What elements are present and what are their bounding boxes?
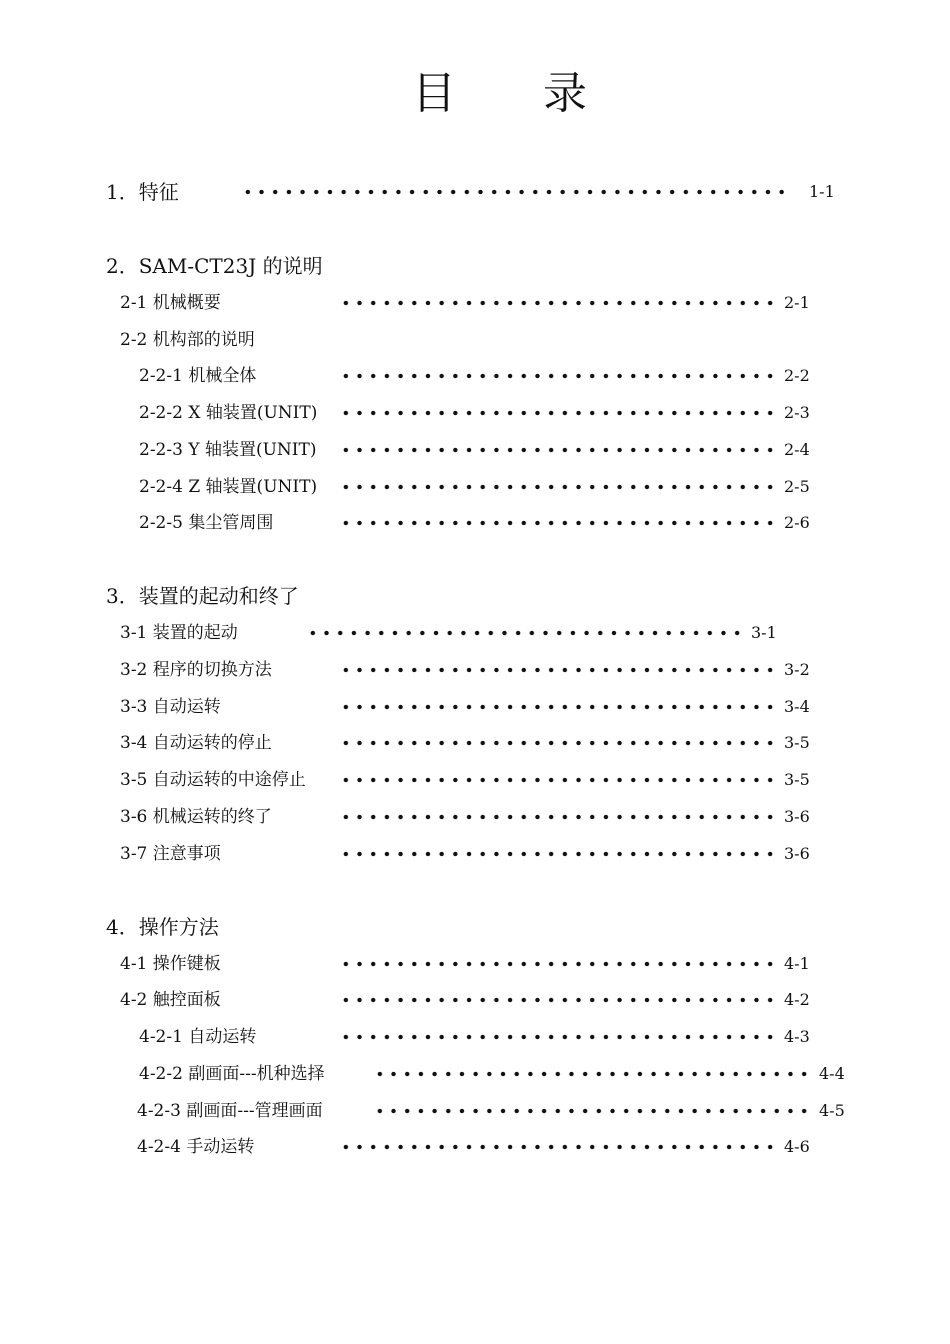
- toc-entry-3-7: [120, 839, 820, 869]
- toc-page: 3-2: [784, 660, 810, 679]
- toc-label: 4-2-2 副画面---机种选择: [139, 1064, 325, 1084]
- toc-subheading-2-2: [120, 325, 520, 355]
- toc-page: 3-6: [784, 844, 810, 863]
- toc-entry-1: [106, 177, 846, 207]
- leader-dots: [339, 703, 779, 711]
- toc-entry-4-2-2: [139, 1059, 859, 1089]
- toc-label: 2-1 机械概要: [120, 293, 221, 313]
- leader-dots: [339, 1143, 779, 1151]
- toc-entry-4-2-1: [139, 1022, 829, 1052]
- toc-page: 2-2: [784, 366, 810, 385]
- toc-label: 2．SAM-CT23J 的说明: [106, 254, 323, 278]
- toc-page: 2-6: [784, 513, 810, 532]
- toc-entry-3-6: [120, 802, 820, 832]
- toc-label: 2-2 机构部的说明: [120, 330, 255, 350]
- toc-label: 3-1 装置的起动: [120, 623, 238, 643]
- toc-label: 3-6 机械运转的终了: [120, 807, 272, 827]
- toc-entry-3-2: [120, 655, 820, 685]
- toc-label: 2-2-5 集尘管周围: [139, 513, 274, 533]
- toc-entry-2-2-3: [139, 435, 829, 465]
- toc-entry-2-2-5: [139, 508, 829, 538]
- toc-entry-3-5: [120, 765, 820, 795]
- toc-page: 2-1: [784, 293, 810, 312]
- toc-entry-4-1: [120, 949, 820, 979]
- toc-label: 3-4 自动运转的停止: [120, 733, 272, 753]
- toc-entry-2-2-1: [139, 361, 829, 391]
- toc-label: 2-2-4 Z 轴装置(UNIT): [139, 477, 318, 497]
- toc-entry-4-2-4: [137, 1132, 827, 1162]
- toc-page: 3-4: [784, 697, 810, 716]
- toc-label: 4-1 操作键板: [120, 954, 221, 974]
- leader-dots: [339, 299, 779, 307]
- toc-page: 3-5: [784, 770, 810, 789]
- toc-page: 4-1: [784, 954, 810, 973]
- toc-page: 4-2: [784, 990, 810, 1009]
- leader-dots: [339, 519, 779, 527]
- toc-page: 1-1: [809, 182, 835, 201]
- toc-label: 3．装置的起动和终了: [106, 584, 299, 608]
- leader-dots: [339, 372, 779, 380]
- toc-label: 3-3 自动运转: [120, 697, 221, 717]
- leader-dots: [339, 960, 779, 968]
- title-char-2: 录: [543, 68, 587, 119]
- leader-dots: [339, 446, 779, 454]
- leader-dots: [339, 850, 779, 858]
- toc-heading-3: [106, 581, 506, 611]
- leader-dots: [339, 666, 779, 674]
- leader-dots: [339, 409, 779, 417]
- leader-dots: [339, 813, 779, 821]
- toc-page: 2-5: [784, 477, 810, 496]
- toc-page: 3-5: [784, 733, 810, 752]
- toc-label: 1．特征: [106, 180, 179, 204]
- toc-page: 4-3: [784, 1027, 810, 1046]
- toc-label: 4-2-4 手动运转: [137, 1137, 255, 1157]
- toc-entry-4-2: [120, 985, 820, 1015]
- toc-page: 2-3: [784, 403, 810, 422]
- toc-entry-3-3: [120, 692, 820, 722]
- toc-label: 3-5 自动运转的中途停止: [120, 770, 306, 790]
- toc-label: 3-2 程序的切换方法: [120, 660, 272, 680]
- toc-entry-3-4: [120, 728, 820, 758]
- toc-label: 2-2-2 X 轴装置(UNIT): [139, 403, 318, 423]
- toc-page: 3-1: [751, 623, 777, 642]
- toc-page: 3-6: [784, 807, 810, 826]
- leader-dots: [339, 776, 779, 784]
- toc-entry-2-2-2: [139, 398, 829, 428]
- leader-dots: [306, 629, 746, 637]
- toc-label: 4-2 触控面板: [120, 990, 221, 1010]
- toc-page: 4-5: [819, 1101, 845, 1120]
- toc-label: 2-2-3 Y 轴装置(UNIT): [139, 440, 317, 460]
- toc-heading-2: [106, 251, 506, 281]
- toc-label: 3-7 注意事项: [120, 844, 221, 864]
- toc-label: 4．操作方法: [106, 915, 219, 939]
- toc-page: 2-4: [784, 440, 810, 459]
- leader-dots: [373, 1107, 813, 1115]
- leader-dots: [339, 483, 779, 491]
- page-title: [0, 64, 950, 124]
- toc-page: 4-4: [819, 1064, 845, 1083]
- toc-label: 4-2-1 自动运转: [139, 1027, 257, 1047]
- leader-dots: [339, 1033, 779, 1041]
- toc-entry-4-2-3: [137, 1096, 857, 1126]
- toc-entry-3-1: [120, 618, 800, 648]
- toc-entry-2-1: [120, 288, 820, 318]
- toc-label: 2-2-1 机械全体: [139, 366, 257, 386]
- leader-dots: [339, 739, 779, 747]
- toc-heading-4: [106, 912, 506, 942]
- leader-dots: [373, 1070, 813, 1078]
- toc-label: 4-2-3 副画面---管理画面: [137, 1101, 323, 1121]
- leader-dots: [241, 188, 792, 196]
- title-char-1: 目: [412, 68, 456, 119]
- toc-entry-2-2-4: [139, 472, 829, 502]
- leader-dots: [339, 996, 779, 1004]
- toc-page: 4-6: [784, 1137, 810, 1156]
